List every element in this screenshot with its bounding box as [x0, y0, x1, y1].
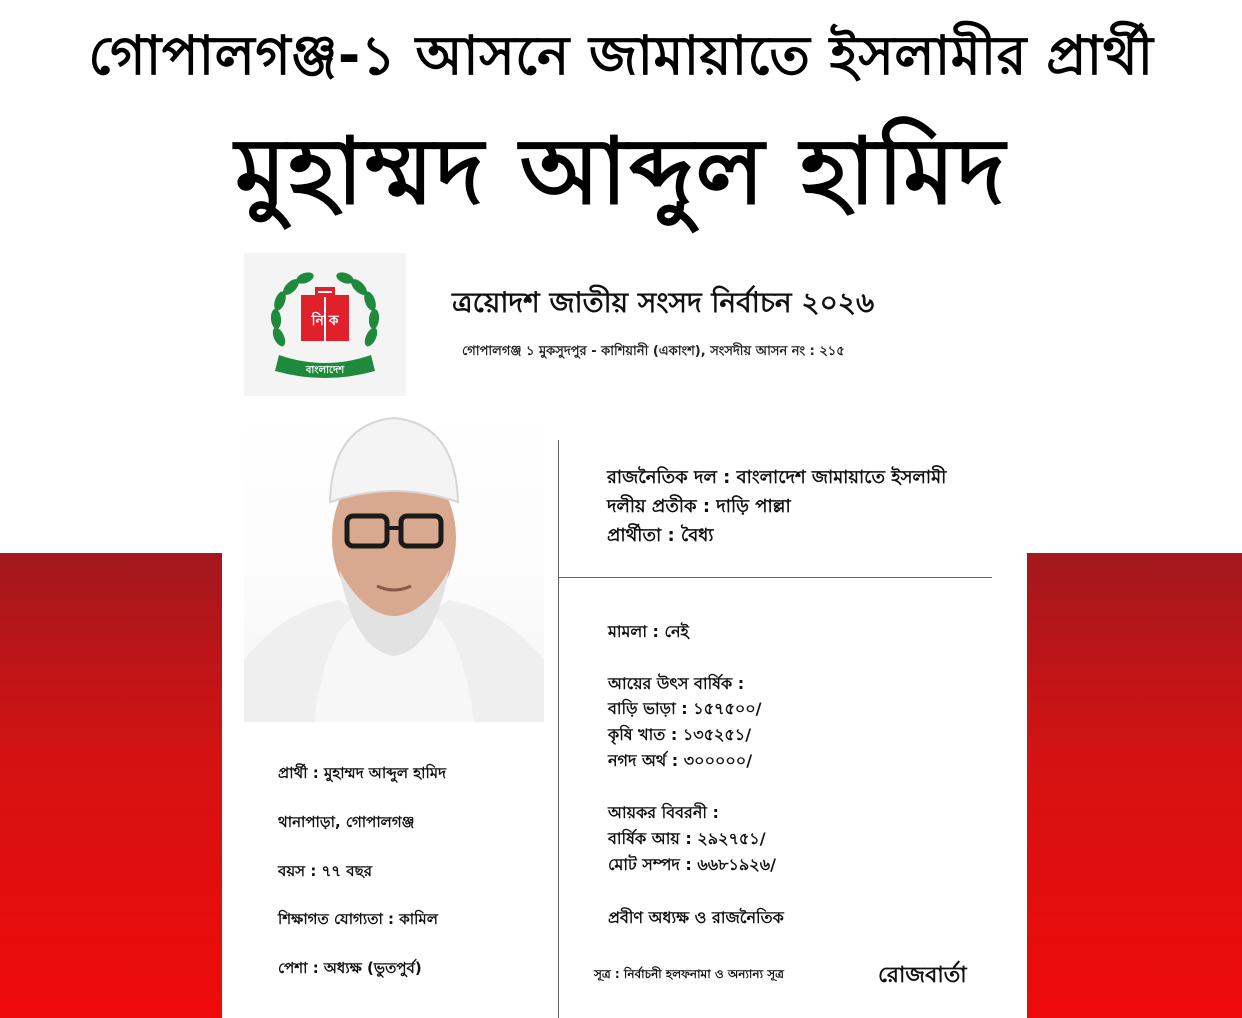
- candidacy-status-text: প্রার্থীতা : বৈধ্য: [607, 525, 714, 546]
- tax-heading: আয়কর বিবরনী :: [608, 803, 719, 822]
- brand-logo-text: রোজবার্তা: [878, 963, 967, 988]
- annual-income: বার্ষিক আয় : ২৯২৭৫১/: [608, 829, 766, 848]
- remark-text: প্রবীণ অধ্যক্ষ ও রাজনৈতিক: [608, 908, 784, 927]
- horizontal-divider: [558, 577, 992, 578]
- education-text: শিক্ষাগত যোগ্যতা : কামিল: [278, 910, 438, 928]
- cases-text: মামলা : নেই: [608, 622, 689, 641]
- total-assets: মোট সম্পদ : ৬৬৮১৯২৬/: [608, 855, 776, 874]
- cash-amount: নগদ অর্থ : ৩০০০০০/: [608, 751, 753, 770]
- candidate-portrait-image: [244, 410, 544, 722]
- vertical-divider: [558, 440, 559, 1018]
- income-heading: আয়ের উৎস বার্ষিক :: [608, 674, 745, 693]
- headline-constituency: গোপালগঞ্জ-১ আসনে জামায়াতে ইসলামীর প্রার্থী: [88, 24, 1154, 87]
- election-commission-logo: [244, 253, 406, 396]
- logo-ballot-letters: নি ক: [311, 313, 339, 329]
- candidate-photo: [244, 410, 544, 722]
- logo-ribbon-text: বাংলাদেশ: [305, 365, 345, 376]
- party-text: রাজনৈতিক দল : বাংলাদেশ জামায়াতে ইসলামী: [607, 467, 947, 488]
- source-credit: সূত্র : নির্বাচনী হলফনামা ও অন্যান্য সূত্র: [594, 967, 784, 981]
- headline-candidate-name: মুহাম্মদ আব্দুল হামিদ: [234, 118, 1008, 225]
- symbol-text: দলীয় প্রতীক : দাড়ি পাল্লা: [607, 496, 791, 517]
- constituency-subtitle: গোপালগঞ্জ ১ মুকসুদপুর - কাশিয়ানী (একাংশ), সংসদীয় আসন নং : ২১৫: [462, 344, 845, 359]
- election-title: ত্রয়োদশ জাতীয় সংসদ নির্বাচন ২০২৬: [452, 286, 875, 319]
- election-commission-emblem-icon: [265, 267, 385, 381]
- address-text: থানাপাড়া, গোপালগঞ্জ: [278, 813, 415, 831]
- age-text: বয়স : ৭৭ বছর: [278, 862, 372, 880]
- profession-text: পেশা : অধ্যক্ষ (ভুতপুর্ব): [278, 959, 422, 977]
- candidate-name-text: প্রার্থী : মুহাম্মদ আব্দুল হামিদ: [278, 764, 446, 782]
- house-rent-income: বাড়ি ভাড়া : ১৫৭৫০০/: [608, 699, 762, 718]
- agriculture-income: কৃষি খাত : ১৩৫২৫১/: [608, 725, 752, 744]
